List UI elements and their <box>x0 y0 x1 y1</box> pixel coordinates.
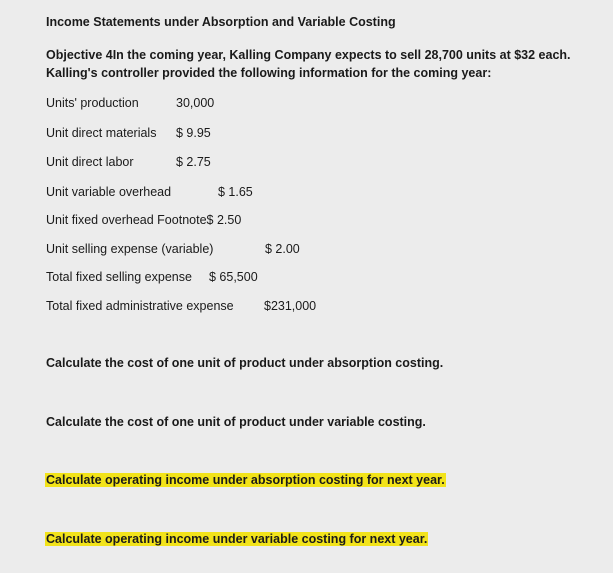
item-label-direct-materials: Unit direct materials <box>46 126 157 140</box>
item-label-units-production: Units' production <box>46 96 139 110</box>
fixed-overhead-label: Unit fixed overhead Footnote <box>46 213 207 227</box>
item-label-direct-labor: Unit direct labor <box>46 155 134 169</box>
item-label-fixed-selling: Total fixed selling expense <box>46 270 192 284</box>
item-label-selling-expense: Unit selling expense (variable) <box>46 242 214 256</box>
item-value-units-production: 30,000 <box>176 96 215 110</box>
question-variable-unit-cost: Calculate the cost of one unit of product under variable costing. <box>46 415 426 429</box>
objective-line-1: Objective 4In the coming year, Kalling Company expects to sell 28,700 units at $32 each. <box>46 48 571 62</box>
question-absorption-operating-income <box>45 473 446 487</box>
question-absorption-unit-cost: Calculate the cost of one unit of product under absorption costing. <box>46 356 444 370</box>
highlighted-text: Calculate operating income under absorption costing for next year. <box>46 473 445 487</box>
item-value-direct-materials: $ 9.95 <box>176 126 211 140</box>
document-title: Income Statements under Absorption and Variable Costing <box>46 15 396 29</box>
item-value-fixed-selling: $ 65,500 <box>209 270 258 284</box>
item-value-fixed-overhead: $ 2.50 <box>206 213 242 227</box>
question-variable-operating-income <box>45 532 428 546</box>
item-label-variable-overhead: Unit variable overhead <box>46 185 172 199</box>
item-value-direct-labor: $ 2.75 <box>176 155 211 169</box>
item-label-fixed-admin: Total fixed administrative expense <box>46 299 234 313</box>
item-value-variable-overhead: $ 1.65 <box>218 185 253 199</box>
item-label-fixed-overhead <box>46 213 241 227</box>
item-value-fixed-admin: $231,000 <box>264 299 317 313</box>
highlighted-text: Calculate operating income under variable costing for next year. <box>46 532 428 546</box>
objective-line-2: Kalling's controller provided the following information for the coming year: <box>46 66 492 80</box>
item-value-selling-expense: $ 2.00 <box>265 242 300 256</box>
